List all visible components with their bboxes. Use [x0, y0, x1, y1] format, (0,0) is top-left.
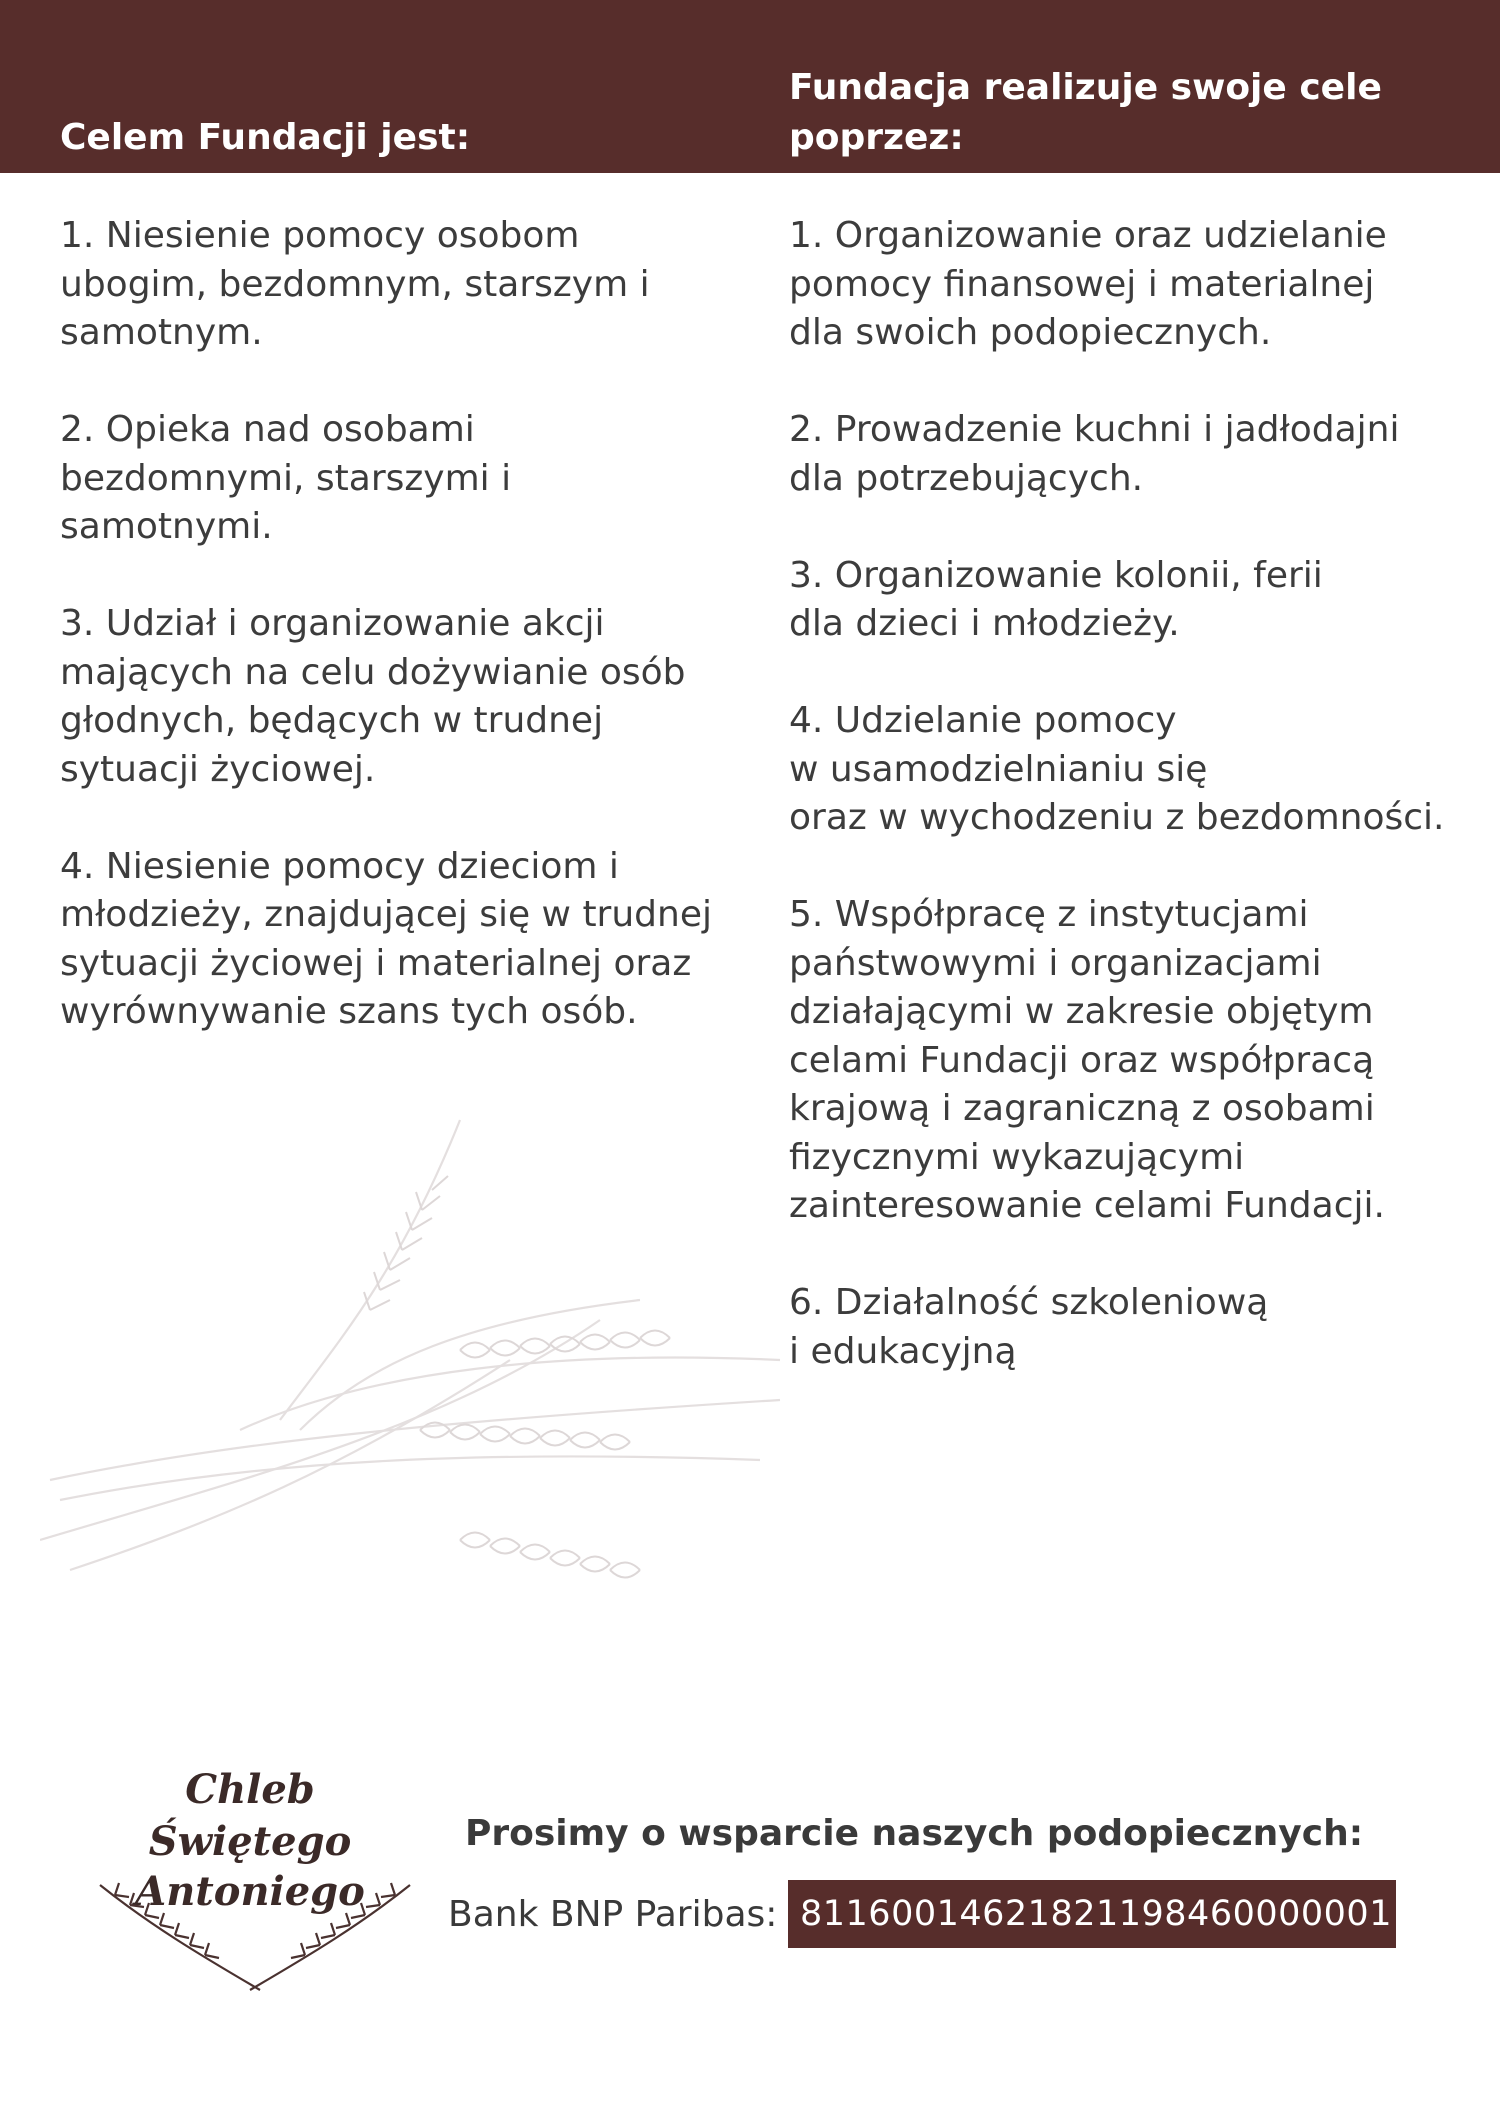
means-item-4: 4. Udzielanie pomocy w usamodzielnianiu się oraz w wychodzeniu z bezdomności.: [789, 700, 1445, 838]
svg-text:Antoniego: Antoniego: [135, 1868, 365, 1915]
account-number: 81160014621821198460000001: [800, 1894, 1392, 1934]
svg-text:Chleb: Chleb: [185, 1766, 315, 1813]
goal-item-2: 2. Opieka nad osobami bezdomnymi, starszymi i samotnymi.: [60, 409, 512, 547]
wheat-ears-icon: [40, 1100, 800, 1620]
means-item-6: 6. Działalność szkoleniową i edukacyjną: [789, 1282, 1269, 1372]
goal-item-1: 1. Niesienie pomocy osobom ubogim, bezdomnym, starszym i samotnym.: [60, 215, 650, 353]
means-heading: Fundacja realizuje swoje cele poprzez:: [789, 67, 1382, 158]
goals-list: [60, 212, 750, 1085]
bank-label: Bank BNP Paribas:: [448, 1894, 778, 1935]
means-item-3: 3. Organizowanie kolonii, ferii dla dzieci i młodzieży.: [789, 554, 1323, 644]
means-item-1: 1. Organizowanie oraz udzielanie pomocy finansowej i materialnej dla swoich podopiecznych.: [789, 215, 1387, 353]
svg-text:Świętego: Świętego: [148, 1818, 352, 1865]
support-appeal: Prosimy o wsparcie naszych podopiecznych:: [465, 1813, 1364, 1854]
header-band: [0, 0, 1500, 173]
wheat-logo-icon: [90, 1755, 420, 2000]
means-item-5: 5. Współpracę z instytucjami państwowymi i organizacjami działającymi w zakresie objętym celami Fundacji oraz współpracą krajową i zagraniczną z osobami fizycznymi wykazującymi zainteresowanie celami Fundacji.: [789, 894, 1385, 1226]
means-list: [789, 212, 1489, 1425]
goal-item-3: 3. Udział i organizowanie akcji mających na celu dożywianie osób głodnych, będących w trudnej sytuacji życiowej.: [60, 603, 686, 790]
goals-heading: Celem Fundacji jest:: [60, 117, 471, 158]
goal-item-4: 4. Niesienie pomocy dzieciom i młodzieży, znajdującej się w trudnej sytuacji życiowej i materialnej oraz wyrównywanie szans tych osób.: [60, 845, 712, 1032]
means-item-2: 2. Prowadzenie kuchni i jadłodajni dla potrzebujących.: [789, 409, 1400, 499]
account-number-box: [788, 1880, 1396, 1948]
